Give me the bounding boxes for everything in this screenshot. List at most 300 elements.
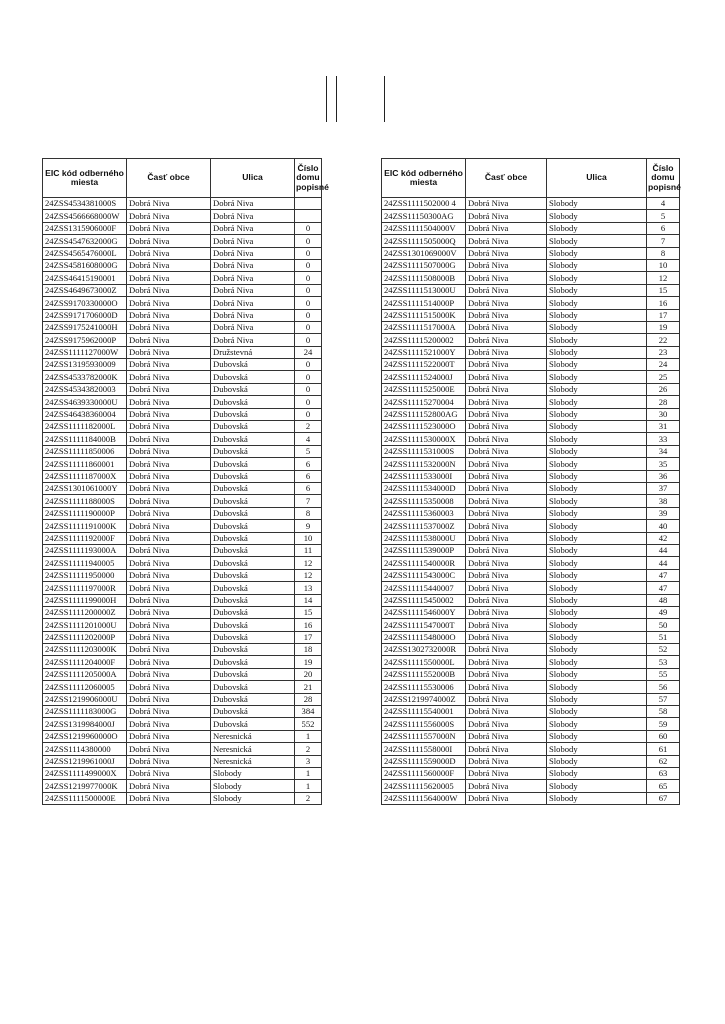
cell-street: Neresnická xyxy=(211,743,295,755)
cell-house-number: 1 xyxy=(295,780,322,792)
cell-street: Slobody xyxy=(547,693,647,705)
cell-part: Dobrá Niva xyxy=(466,259,547,271)
cell-street: Slobody xyxy=(547,718,647,730)
cell-house-number: 16 xyxy=(647,297,680,309)
cell-house-number: 8 xyxy=(295,507,322,519)
cell-street: Slobody xyxy=(211,767,295,779)
cell-part: Dobrá Niva xyxy=(127,792,211,804)
cell-street: Slobody xyxy=(547,235,647,247)
cell-street: Dubovská xyxy=(211,383,295,395)
cell-eic: 24ZSS4639330000U xyxy=(43,396,127,408)
cell-street: Slobody xyxy=(547,619,647,631)
binding-mark xyxy=(384,76,385,122)
table-row xyxy=(43,284,322,296)
cell-eic: 24ZSS1111182000L xyxy=(43,421,127,433)
table-row xyxy=(43,482,322,494)
cell-eic: 24ZSS1111548000O xyxy=(382,631,466,643)
cell-part: Dobrá Niva xyxy=(466,544,547,556)
cell-street: Slobody xyxy=(547,396,647,408)
cell-part: Dobrá Niva xyxy=(466,693,547,705)
cell-house-number: 11 xyxy=(295,544,322,556)
table-row xyxy=(43,520,322,532)
cell-part: Dobrá Niva xyxy=(466,235,547,247)
cell-eic: 24ZSS4547632000G xyxy=(43,235,127,247)
cell-part: Dobrá Niva xyxy=(466,681,547,693)
cell-house-number: 55 xyxy=(647,668,680,680)
table-row xyxy=(43,272,322,284)
cell-house-number: 48 xyxy=(647,594,680,606)
cell-eic: 24ZSS1111538000U xyxy=(382,532,466,544)
table-row xyxy=(382,198,680,210)
cell-street: Dubovská xyxy=(211,532,295,544)
cell-eic: 24ZSS1219906000U xyxy=(43,693,127,705)
table-row xyxy=(43,470,322,482)
header-part: Časť obce xyxy=(127,159,211,198)
cell-house-number: 52 xyxy=(647,644,680,656)
table-row xyxy=(382,396,680,408)
cell-part: Dobrá Niva xyxy=(466,482,547,494)
cell-street: Slobody xyxy=(547,470,647,482)
table-row xyxy=(382,718,680,730)
cell-house-number: 61 xyxy=(647,743,680,755)
cell-eic: 24ZSS1111560000F xyxy=(382,767,466,779)
table-row xyxy=(382,730,680,742)
cell-street: Dubovská xyxy=(211,569,295,581)
binding-mark xyxy=(336,76,337,122)
cell-eic: 24ZSS1219974000Z xyxy=(382,693,466,705)
cell-part: Dobrá Niva xyxy=(127,458,211,470)
table-row xyxy=(382,644,680,656)
table-row xyxy=(43,247,322,259)
cell-part: Dobrá Niva xyxy=(466,222,547,234)
cell-house-number: 2 xyxy=(295,792,322,804)
cell-house-number: 0 xyxy=(295,247,322,259)
cell-eic: 24ZSS11115530006 xyxy=(382,681,466,693)
table-right xyxy=(381,158,680,805)
table-row xyxy=(43,730,322,742)
cell-eic: 24ZSS1111508000B xyxy=(382,272,466,284)
table-row xyxy=(382,743,680,755)
cell-house-number: 67 xyxy=(647,792,680,804)
cell-part: Dobrá Niva xyxy=(127,644,211,656)
table-row xyxy=(382,668,680,680)
table-row xyxy=(43,780,322,792)
table-row xyxy=(43,792,322,804)
cell-part: Dobrá Niva xyxy=(127,259,211,271)
cell-eic: 24ZSS11115620005 xyxy=(382,780,466,792)
table-row xyxy=(43,743,322,755)
cell-eic: 24ZSS1111199000H xyxy=(43,594,127,606)
header-eic: EIC kód odberného miesta xyxy=(382,159,466,198)
cell-street: Dobrá Niva xyxy=(211,235,295,247)
cell-street: Slobody xyxy=(547,297,647,309)
cell-eic: 24ZSS1111558000I xyxy=(382,743,466,755)
cell-eic: 24ZSS1111557000N xyxy=(382,730,466,742)
cell-eic: 24ZSS4581608000G xyxy=(43,259,127,271)
cell-eic: 24ZSS1111203000K xyxy=(43,644,127,656)
table-row xyxy=(43,359,322,371)
cell-house-number: 5 xyxy=(647,210,680,222)
table-row xyxy=(43,693,322,705)
cell-house-number: 23 xyxy=(647,346,680,358)
cell-part: Dobrá Niva xyxy=(466,706,547,718)
cell-part: Dobrá Niva xyxy=(127,730,211,742)
cell-street: Slobody xyxy=(547,544,647,556)
cell-part: Dobrá Niva xyxy=(127,606,211,618)
table-row xyxy=(382,346,680,358)
table-row xyxy=(43,321,322,333)
cell-eic: 24ZSS1111504000V xyxy=(382,222,466,234)
cell-house-number: 6 xyxy=(295,482,322,494)
cell-part: Dobrá Niva xyxy=(466,780,547,792)
cell-street: Slobody xyxy=(547,507,647,519)
cell-eic: 24ZSS1111204000F xyxy=(43,656,127,668)
table-row xyxy=(382,371,680,383)
cell-street: Dubovská xyxy=(211,594,295,606)
cell-eic: 24ZSS45343820003 xyxy=(43,383,127,395)
cell-house-number: 6 xyxy=(295,470,322,482)
cell-eic: 24ZSS1111534000D xyxy=(382,482,466,494)
cell-house-number: 10 xyxy=(647,259,680,271)
cell-part: Dobrá Niva xyxy=(127,706,211,718)
cell-house-number: 0 xyxy=(295,396,322,408)
cell-house-number: 36 xyxy=(647,470,680,482)
cell-eic: 24ZSS1111499000X xyxy=(43,767,127,779)
cell-eic: 24ZSS11115450002 xyxy=(382,594,466,606)
table-row xyxy=(382,383,680,395)
cell-street: Dubovská xyxy=(211,433,295,445)
cell-part: Dobrá Niva xyxy=(127,433,211,445)
table-header-row xyxy=(382,159,680,198)
cell-house-number: 4 xyxy=(647,198,680,210)
cell-street: Slobody xyxy=(547,594,647,606)
cell-house-number: 50 xyxy=(647,619,680,631)
cell-house-number xyxy=(295,198,322,210)
table-row xyxy=(382,247,680,259)
cell-eic: 24ZSS1111193000A xyxy=(43,544,127,556)
cell-part: Dobrá Niva xyxy=(466,606,547,618)
table-row xyxy=(382,569,680,581)
table-row xyxy=(43,706,322,718)
table-left xyxy=(42,158,329,805)
cell-eic: 24ZSS1111507000G xyxy=(382,259,466,271)
cell-eic: 24ZSS1111543000C xyxy=(382,569,466,581)
table-row xyxy=(43,631,322,643)
cell-house-number: 0 xyxy=(295,272,322,284)
cell-street: Slobody xyxy=(547,569,647,581)
cell-house-number: 2 xyxy=(295,421,322,433)
table-row xyxy=(43,557,322,569)
cell-house-number: 20 xyxy=(295,668,322,680)
cell-part: Dobrá Niva xyxy=(466,297,547,309)
cell-house-number: 47 xyxy=(647,569,680,581)
cell-eic: 24ZSS1301061000Y xyxy=(43,482,127,494)
cell-eic: 24ZSS1111559000D xyxy=(382,755,466,767)
cell-street: Slobody xyxy=(547,730,647,742)
cell-part: Dobrá Niva xyxy=(466,396,547,408)
cell-street: Slobody xyxy=(547,198,647,210)
cell-eic: 24ZSS1111515000K xyxy=(382,309,466,321)
cell-street: Slobody xyxy=(547,668,647,680)
cell-house-number: 7 xyxy=(295,495,322,507)
cell-house-number: 30 xyxy=(647,408,680,420)
cell-eic: 24ZSS11111940005 xyxy=(43,557,127,569)
cell-street: Slobody xyxy=(547,644,647,656)
table-row xyxy=(43,433,322,445)
cell-street: Dubovská xyxy=(211,693,295,705)
cell-eic: 24ZSS1111552000B xyxy=(382,668,466,680)
cell-house-number: 9 xyxy=(295,520,322,532)
table-row xyxy=(382,222,680,234)
cell-street: Dubovská xyxy=(211,681,295,693)
cell-house-number: 37 xyxy=(647,482,680,494)
cell-eic: 24ZSS1111127000W xyxy=(43,346,127,358)
cell-part: Dobrá Niva xyxy=(466,272,547,284)
cell-house-number: 12 xyxy=(295,557,322,569)
cell-street: Slobody xyxy=(547,408,647,420)
cell-eic: 24ZSS13195930009 xyxy=(43,359,127,371)
cell-house-number: 0 xyxy=(295,297,322,309)
cell-house-number: 1 xyxy=(295,767,322,779)
cell-house-number: 57 xyxy=(647,693,680,705)
cell-street: Dubovská xyxy=(211,668,295,680)
cell-street: Slobody xyxy=(547,681,647,693)
cell-street: Slobody xyxy=(547,557,647,569)
cell-eic: 24ZSS11115540001 xyxy=(382,706,466,718)
cell-part: Dobrá Niva xyxy=(466,433,547,445)
cell-eic: 24ZSS11115270004 xyxy=(382,396,466,408)
table-row xyxy=(43,458,322,470)
cell-street: Dubovská xyxy=(211,458,295,470)
table-body xyxy=(382,198,680,805)
cell-eic: 24ZSS1111537000Z xyxy=(382,520,466,532)
cell-part: Dobrá Niva xyxy=(466,507,547,519)
table-row xyxy=(382,681,680,693)
table-row xyxy=(43,222,322,234)
cell-eic: 24ZSS1111513000U xyxy=(382,284,466,296)
table-row xyxy=(382,470,680,482)
cell-street: Slobody xyxy=(547,321,647,333)
cell-eic: 24ZSS1111546000Y xyxy=(382,606,466,618)
cell-part: Dobrá Niva xyxy=(127,495,211,507)
table-row xyxy=(43,644,322,656)
cell-eic: 24ZSS1111502000 4 xyxy=(382,198,466,210)
cell-part: Dobrá Niva xyxy=(127,383,211,395)
cell-house-number: 56 xyxy=(647,681,680,693)
cell-eic: 24ZSS1111531000S xyxy=(382,445,466,457)
cell-street: Dobrá Niva xyxy=(211,309,295,321)
cell-street: Slobody xyxy=(547,780,647,792)
cell-part: Dobrá Niva xyxy=(466,594,547,606)
table-row xyxy=(43,569,322,581)
cell-part: Dobrá Niva xyxy=(127,656,211,668)
cell-part: Dobrá Niva xyxy=(466,656,547,668)
cell-part: Dobrá Niva xyxy=(466,309,547,321)
cell-house-number: 7 xyxy=(647,235,680,247)
cell-part: Dobrá Niva xyxy=(127,582,211,594)
cell-house-number: 25 xyxy=(647,371,680,383)
cell-eic: 24ZSS1111191000K xyxy=(43,520,127,532)
cell-part: Dobrá Niva xyxy=(127,198,211,210)
cell-part: Dobrá Niva xyxy=(466,619,547,631)
cell-house-number: 47 xyxy=(647,582,680,594)
cell-house-number: 10 xyxy=(295,532,322,544)
cell-eic: 24ZSS1111547000T xyxy=(382,619,466,631)
cell-eic: 24ZSS1111184000B xyxy=(43,433,127,445)
cell-house-number: 17 xyxy=(295,631,322,643)
cell-street: Družstevná xyxy=(211,346,295,358)
cell-eic: 24ZSS1111564000W xyxy=(382,792,466,804)
cell-eic: 24ZSS1111188000S xyxy=(43,495,127,507)
cell-part: Dobrá Niva xyxy=(466,668,547,680)
cell-street: Slobody xyxy=(547,433,647,445)
cell-house-number: 12 xyxy=(295,569,322,581)
cell-eic: 24ZSS1302732000R xyxy=(382,644,466,656)
table-row xyxy=(382,297,680,309)
table-row xyxy=(43,544,322,556)
cell-eic: 24ZSS11111950000 xyxy=(43,569,127,581)
cell-eic: 24ZSS1111532000N xyxy=(382,458,466,470)
cell-part: Dobrá Niva xyxy=(127,247,211,259)
cell-eic: 24ZSS1111192000F xyxy=(43,532,127,544)
table-row xyxy=(43,668,322,680)
table-row xyxy=(382,557,680,569)
cell-street: Dobrá Niva xyxy=(211,284,295,296)
table-body xyxy=(43,198,322,805)
cell-house-number: 18 xyxy=(295,644,322,656)
cell-street: Dubovská xyxy=(211,644,295,656)
cell-eic: 24ZSS111152800AG xyxy=(382,408,466,420)
table-row xyxy=(382,235,680,247)
cell-part: Dobrá Niva xyxy=(127,235,211,247)
cell-eic: 24ZSS11111850006 xyxy=(43,445,127,457)
cell-eic: 24ZSS9170330000O xyxy=(43,297,127,309)
cell-street: Dubovská xyxy=(211,706,295,718)
table-row xyxy=(43,755,322,767)
cell-part: Dobrá Niva xyxy=(127,631,211,643)
cell-street: Dubovská xyxy=(211,495,295,507)
cell-part: Dobrá Niva xyxy=(466,198,547,210)
table-row xyxy=(43,198,322,210)
cell-house-number: 0 xyxy=(295,408,322,420)
cell-street: Dubovská xyxy=(211,371,295,383)
cell-part: Dobrá Niva xyxy=(127,544,211,556)
cell-street: Dubovská xyxy=(211,396,295,408)
header-street: Ulica xyxy=(547,159,647,198)
cell-street: Dubovská xyxy=(211,421,295,433)
cell-house-number: 58 xyxy=(647,706,680,718)
cell-street: Slobody xyxy=(547,346,647,358)
table-row xyxy=(43,681,322,693)
cell-street: Slobody xyxy=(547,767,647,779)
table-row xyxy=(382,421,680,433)
cell-eic: 24ZSS1111205000A xyxy=(43,668,127,680)
cell-part: Dobrá Niva xyxy=(466,334,547,346)
cell-street: Slobody xyxy=(547,309,647,321)
cell-eic: 24ZSS1111197000R xyxy=(43,582,127,594)
table-row xyxy=(382,272,680,284)
cell-house-number: 6 xyxy=(647,222,680,234)
cell-part: Dobrá Niva xyxy=(466,247,547,259)
table-row xyxy=(382,309,680,321)
cell-part: Dobrá Niva xyxy=(466,718,547,730)
cell-part: Dobrá Niva xyxy=(127,470,211,482)
cell-street: Slobody xyxy=(547,582,647,594)
cell-street: Slobody xyxy=(547,631,647,643)
cell-street: Dubovská xyxy=(211,520,295,532)
cell-house-number: 24 xyxy=(295,346,322,358)
cell-part: Dobrá Niva xyxy=(466,767,547,779)
cell-house-number: 0 xyxy=(295,259,322,271)
cell-part: Dobrá Niva xyxy=(466,520,547,532)
cell-street: Slobody xyxy=(547,445,647,457)
cell-part: Dobrá Niva xyxy=(466,445,547,457)
cell-street: Slobody xyxy=(547,458,647,470)
cell-house-number: 14 xyxy=(295,594,322,606)
cell-street: Dubovská xyxy=(211,507,295,519)
cell-eic: 24ZSS1111530000X xyxy=(382,433,466,445)
table-row xyxy=(382,433,680,445)
cell-part: Dobrá Niva xyxy=(466,470,547,482)
cell-part: Dobrá Niva xyxy=(127,321,211,333)
cell-eic: 24ZSS1111522000T xyxy=(382,359,466,371)
cell-street: Slobody xyxy=(547,706,647,718)
cell-eic: 24ZSS46415190001 xyxy=(43,272,127,284)
cell-street: Dobrá Niva xyxy=(211,272,295,284)
cell-street: Slobody xyxy=(547,743,647,755)
cell-house-number: 60 xyxy=(647,730,680,742)
cell-part: Dobrá Niva xyxy=(127,569,211,581)
cell-street: Slobody xyxy=(547,495,647,507)
cell-house-number: 0 xyxy=(295,371,322,383)
cell-house-number: 39 xyxy=(647,507,680,519)
cell-house-number: 4 xyxy=(295,433,322,445)
table-row xyxy=(382,792,680,804)
cell-street: Slobody xyxy=(547,272,647,284)
table-row xyxy=(382,334,680,346)
cell-eic: 24ZSS4565476000L xyxy=(43,247,127,259)
cell-part: Dobrá Niva xyxy=(127,396,211,408)
table-row xyxy=(43,582,322,594)
cell-part: Dobrá Niva xyxy=(127,532,211,544)
cell-house-number: 0 xyxy=(295,321,322,333)
header-house-number: Číslo domu popisné xyxy=(647,159,680,198)
cell-eic: 24ZSS1111200000Z xyxy=(43,606,127,618)
cell-street: Dubovská xyxy=(211,656,295,668)
cell-street: Neresnická xyxy=(211,755,295,767)
table-row xyxy=(43,718,322,730)
cell-street: Dubovská xyxy=(211,557,295,569)
cell-eic: 24ZSS1111523000O xyxy=(382,421,466,433)
table-row xyxy=(382,594,680,606)
cell-street: Slobody xyxy=(547,383,647,395)
cell-street: Dobrá Niva xyxy=(211,198,295,210)
table-row xyxy=(382,458,680,470)
table-row xyxy=(43,656,322,668)
cell-house-number: 35 xyxy=(647,458,680,470)
cell-eic: 24ZSS1219977000K xyxy=(43,780,127,792)
cell-part: Dobrá Niva xyxy=(127,693,211,705)
cell-eic: 24ZSS11112060005 xyxy=(43,681,127,693)
table-row xyxy=(43,408,322,420)
cell-part: Dobrá Niva xyxy=(127,507,211,519)
table-row xyxy=(382,445,680,457)
cell-street: Slobody xyxy=(547,656,647,668)
table-row xyxy=(382,767,680,779)
cell-street: Slobody xyxy=(547,284,647,296)
table-row xyxy=(382,359,680,371)
cell-house-number: 6 xyxy=(295,458,322,470)
